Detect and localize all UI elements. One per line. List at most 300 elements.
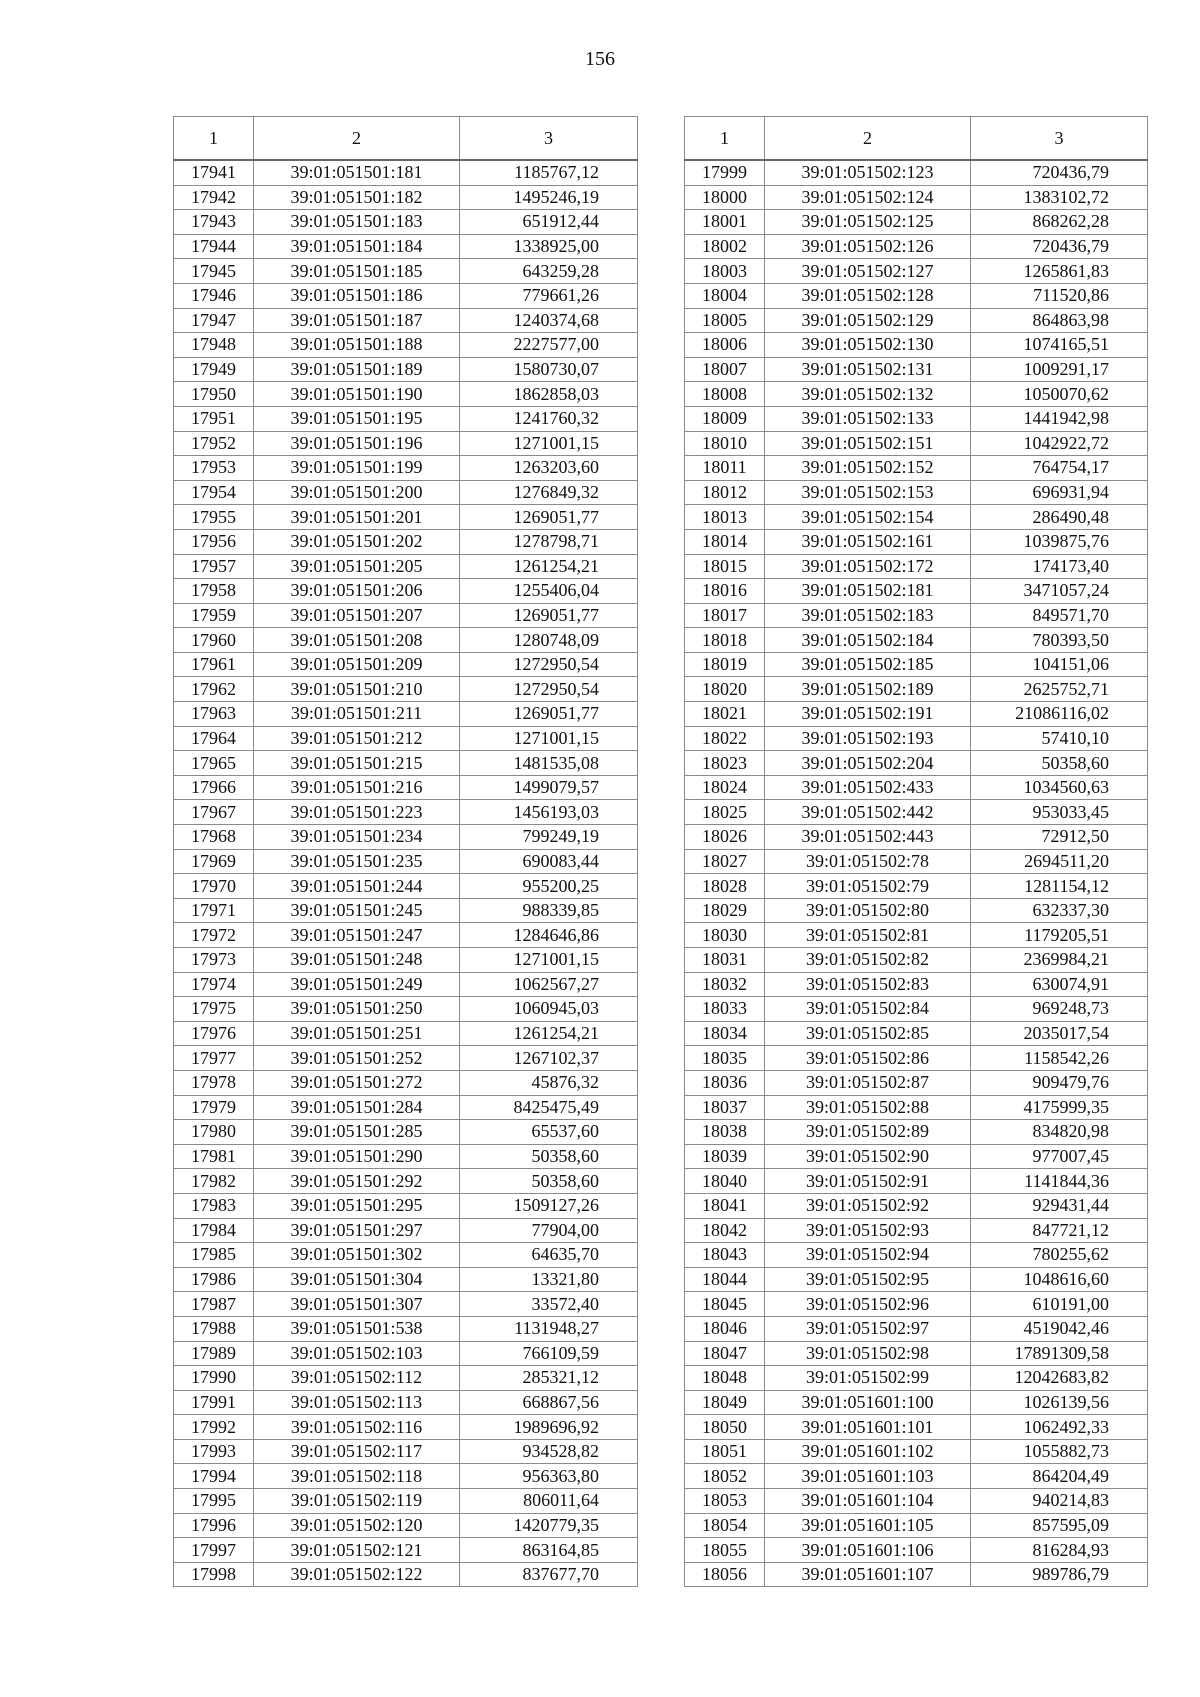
table-row [685, 997, 1148, 1022]
value-cell: 1269051,77 [460, 505, 638, 530]
cadastral-number-cell: 39:01:051502:126 [765, 234, 971, 259]
value-cell: 1255406,04 [460, 579, 638, 604]
cadastral-number-cell: 39:01:051502:184 [765, 628, 971, 653]
value-cell: 989786,79 [971, 1562, 1148, 1587]
row-number-cell: 18035 [685, 1046, 765, 1071]
value-cell: 1042922,72 [971, 431, 1148, 456]
table-row [685, 333, 1148, 358]
value-cell: 1420779,35 [460, 1513, 638, 1538]
row-number-cell: 17990 [174, 1366, 254, 1391]
cadastral-number-cell: 39:01:051601:105 [765, 1513, 971, 1538]
table-row [174, 1144, 638, 1169]
cadastral-number-cell: 39:01:051502:95 [765, 1267, 971, 1292]
value-cell: 969248,73 [971, 997, 1148, 1022]
cadastral-number-cell: 39:01:051502:92 [765, 1193, 971, 1218]
value-cell: 1499079,57 [460, 775, 638, 800]
table-row [174, 333, 638, 358]
table-row [174, 382, 638, 407]
cadastral-number-cell: 39:01:051502:84 [765, 997, 971, 1022]
value-cell: 1509127,26 [460, 1193, 638, 1218]
value-cell: 1269051,77 [460, 702, 638, 727]
table-row [174, 505, 638, 530]
cadastral-number-cell: 39:01:051502:112 [254, 1366, 460, 1391]
cadastral-number-cell: 39:01:051502:181 [765, 579, 971, 604]
cadastral-number-cell: 39:01:051501:200 [254, 480, 460, 505]
table-row [685, 849, 1148, 874]
value-cell: 668867,56 [460, 1390, 638, 1415]
value-cell: 1158542,26 [971, 1046, 1148, 1071]
table-row [685, 1144, 1148, 1169]
register-table-right [684, 116, 1148, 1587]
table-row [174, 1070, 638, 1095]
table-row [685, 825, 1148, 850]
row-number-cell: 17998 [174, 1562, 254, 1587]
table-row [685, 1415, 1148, 1440]
value-cell: 1278798,71 [460, 529, 638, 554]
row-number-cell: 17964 [174, 726, 254, 751]
row-number-cell: 18021 [685, 702, 765, 727]
value-cell: 610191,00 [971, 1292, 1148, 1317]
cadastral-number-cell: 39:01:051502:161 [765, 529, 971, 554]
row-number-cell: 17966 [174, 775, 254, 800]
table-row [174, 185, 638, 210]
value-cell: 988339,85 [460, 898, 638, 923]
table-row [685, 1562, 1148, 1587]
value-cell: 864863,98 [971, 308, 1148, 333]
value-cell: 50358,60 [460, 1144, 638, 1169]
cadastral-number-cell: 39:01:051501:250 [254, 997, 460, 1022]
row-number-cell: 17945 [174, 259, 254, 284]
cadastral-number-cell: 39:01:051501:304 [254, 1267, 460, 1292]
table-row [174, 997, 638, 1022]
row-number-cell: 17981 [174, 1144, 254, 1169]
row-number-cell: 17949 [174, 357, 254, 382]
cadastral-number-cell: 39:01:051502:124 [765, 185, 971, 210]
row-number-cell: 18048 [685, 1366, 765, 1391]
cadastral-number-cell: 39:01:051502:121 [254, 1538, 460, 1563]
value-cell: 868262,28 [971, 210, 1148, 235]
row-number-cell: 17997 [174, 1538, 254, 1563]
cadastral-number-cell: 39:01:051502:152 [765, 456, 971, 481]
row-number-cell: 18028 [685, 874, 765, 899]
value-cell: 934528,82 [460, 1439, 638, 1464]
row-number-cell: 17970 [174, 874, 254, 899]
row-number-cell: 18022 [685, 726, 765, 751]
cadastral-number-cell: 39:01:051501:247 [254, 923, 460, 948]
cadastral-number-cell: 39:01:051501:284 [254, 1095, 460, 1120]
cadastral-number-cell: 39:01:051502:125 [765, 210, 971, 235]
row-number-cell: 17943 [174, 210, 254, 235]
row-number-cell: 17993 [174, 1439, 254, 1464]
cadastral-number-cell: 39:01:051601:101 [765, 1415, 971, 1440]
cadastral-number-cell: 39:01:051501:215 [254, 751, 460, 776]
cadastral-number-cell: 39:01:051502:131 [765, 357, 971, 382]
cadastral-number-cell: 39:01:051501:212 [254, 726, 460, 751]
value-cell: 1383102,72 [971, 185, 1148, 210]
table-row [174, 702, 638, 727]
value-cell: 1131948,27 [460, 1316, 638, 1341]
table-row [685, 283, 1148, 308]
row-number-cell: 18042 [685, 1218, 765, 1243]
table-row [685, 554, 1148, 579]
value-cell: 4519042,46 [971, 1316, 1148, 1341]
table-row [174, 480, 638, 505]
table-row [685, 1464, 1148, 1489]
row-number-cell: 17957 [174, 554, 254, 579]
value-cell: 64635,70 [460, 1243, 638, 1268]
row-number-cell: 18041 [685, 1193, 765, 1218]
value-cell: 1039875,76 [971, 529, 1148, 554]
table-row [685, 603, 1148, 628]
value-cell: 45876,32 [460, 1070, 638, 1095]
value-cell: 2035017,54 [971, 1021, 1148, 1046]
row-number-cell: 18004 [685, 283, 765, 308]
value-cell: 1272950,54 [460, 652, 638, 677]
value-cell: 977007,45 [971, 1144, 1148, 1169]
value-cell: 909479,76 [971, 1070, 1148, 1095]
cadastral-number-cell: 39:01:051501:251 [254, 1021, 460, 1046]
cadastral-number-cell: 39:01:051501:185 [254, 259, 460, 284]
table-row [685, 1489, 1148, 1514]
table-row [685, 480, 1148, 505]
value-cell: 764754,17 [971, 456, 1148, 481]
cadastral-number-cell: 39:01:051502:82 [765, 948, 971, 973]
cadastral-number-cell: 39:01:051502:119 [254, 1489, 460, 1514]
table-row [174, 1538, 638, 1563]
row-number-cell: 17995 [174, 1489, 254, 1514]
table-row [685, 1218, 1148, 1243]
row-number-cell: 17987 [174, 1292, 254, 1317]
row-number-cell: 17986 [174, 1267, 254, 1292]
table-row [685, 1538, 1148, 1563]
row-number-cell: 17968 [174, 825, 254, 850]
table-row [685, 1120, 1148, 1145]
cadastral-number-cell: 39:01:051501:211 [254, 702, 460, 727]
table-row [174, 1267, 638, 1292]
cadastral-number-cell: 39:01:051502:99 [765, 1366, 971, 1391]
cadastral-number-cell: 39:01:051501:538 [254, 1316, 460, 1341]
cadastral-number-cell: 39:01:051502:443 [765, 825, 971, 850]
cadastral-number-cell: 39:01:051501:209 [254, 652, 460, 677]
cadastral-number-cell: 39:01:051502:81 [765, 923, 971, 948]
value-cell: 1456193,03 [460, 800, 638, 825]
cadastral-number-cell: 39:01:051502:153 [765, 480, 971, 505]
cadastral-number-cell: 39:01:051502:123 [765, 160, 971, 185]
table-row [685, 1292, 1148, 1317]
cadastral-number-cell: 39:01:051502:120 [254, 1513, 460, 1538]
table-row [685, 1439, 1148, 1464]
table-row [174, 1046, 638, 1071]
row-number-cell: 17973 [174, 948, 254, 973]
cadastral-number-cell: 39:01:051501:207 [254, 603, 460, 628]
cadastral-number-cell: 39:01:051501:235 [254, 849, 460, 874]
value-cell: 857595,09 [971, 1513, 1148, 1538]
table-row [174, 1562, 638, 1587]
table-row [174, 160, 638, 185]
value-cell: 4175999,35 [971, 1095, 1148, 1120]
cadastral-number-cell: 39:01:051502:183 [765, 603, 971, 628]
cadastral-number-cell: 39:01:051501:202 [254, 529, 460, 554]
cadastral-number-cell: 39:01:051502:103 [254, 1341, 460, 1366]
row-number-cell: 17941 [174, 160, 254, 185]
row-number-cell: 17980 [174, 1120, 254, 1145]
row-number-cell: 17991 [174, 1390, 254, 1415]
table-row [685, 726, 1148, 751]
row-number-cell: 18050 [685, 1415, 765, 1440]
value-cell: 2227577,00 [460, 333, 638, 358]
row-number-cell: 18029 [685, 898, 765, 923]
row-number-cell: 18038 [685, 1120, 765, 1145]
cadastral-number-cell: 39:01:051502:79 [765, 874, 971, 899]
row-number-cell: 18033 [685, 997, 765, 1022]
row-number-cell: 18007 [685, 357, 765, 382]
cadastral-number-cell: 39:01:051502:98 [765, 1341, 971, 1366]
value-cell: 50358,60 [971, 751, 1148, 776]
table-row [685, 751, 1148, 776]
value-cell: 696931,94 [971, 480, 1148, 505]
value-cell: 1481535,08 [460, 751, 638, 776]
column-header: 1 [174, 117, 254, 161]
value-cell: 780393,50 [971, 628, 1148, 653]
cadastral-number-cell: 39:01:051501:223 [254, 800, 460, 825]
value-cell: 863164,85 [460, 1538, 638, 1563]
row-number-cell: 18036 [685, 1070, 765, 1095]
cadastral-number-cell: 39:01:051502:78 [765, 849, 971, 874]
row-number-cell: 18044 [685, 1267, 765, 1292]
cadastral-number-cell: 39:01:051501:187 [254, 308, 460, 333]
value-cell: 77904,00 [460, 1218, 638, 1243]
cadastral-number-cell: 39:01:051501:196 [254, 431, 460, 456]
table-row [174, 234, 638, 259]
row-number-cell: 18011 [685, 456, 765, 481]
table-row [685, 1390, 1148, 1415]
value-cell: 1269051,77 [460, 603, 638, 628]
value-cell: 8425475,49 [460, 1095, 638, 1120]
table-row [174, 652, 638, 677]
cadastral-number-cell: 39:01:051501:181 [254, 160, 460, 185]
value-cell: 1062492,33 [971, 1415, 1148, 1440]
cadastral-number-cell: 39:01:051502:433 [765, 775, 971, 800]
cadastral-number-cell: 39:01:051601:106 [765, 1538, 971, 1563]
table-row [174, 923, 638, 948]
row-number-cell: 17974 [174, 972, 254, 997]
row-number-cell: 17969 [174, 849, 254, 874]
value-cell: 2625752,71 [971, 677, 1148, 702]
row-number-cell: 18024 [685, 775, 765, 800]
cadastral-number-cell: 39:01:051502:80 [765, 898, 971, 923]
row-number-cell: 18030 [685, 923, 765, 948]
row-number-cell: 17960 [174, 628, 254, 653]
row-number-cell: 17959 [174, 603, 254, 628]
cadastral-number-cell: 39:01:051501:210 [254, 677, 460, 702]
cadastral-number-cell: 39:01:051502:189 [765, 677, 971, 702]
row-number-cell: 17992 [174, 1415, 254, 1440]
cadastral-number-cell: 39:01:051501:249 [254, 972, 460, 997]
value-cell: 17891309,58 [971, 1341, 1148, 1366]
value-cell: 711520,86 [971, 283, 1148, 308]
row-number-cell: 17948 [174, 333, 254, 358]
row-number-cell: 18039 [685, 1144, 765, 1169]
cadastral-number-cell: 39:01:051501:285 [254, 1120, 460, 1145]
cadastral-number-cell: 39:01:051501:216 [254, 775, 460, 800]
column-header: 3 [460, 117, 638, 161]
row-number-cell: 17953 [174, 456, 254, 481]
cadastral-number-cell: 39:01:051501:190 [254, 382, 460, 407]
row-number-cell: 17965 [174, 751, 254, 776]
cadastral-number-cell: 39:01:051502:96 [765, 1292, 971, 1317]
column-header: 1 [685, 117, 765, 161]
value-cell: 1495246,19 [460, 185, 638, 210]
cadastral-number-cell: 39:01:051502:185 [765, 652, 971, 677]
cadastral-number-cell: 39:01:051501:290 [254, 1144, 460, 1169]
value-cell: 1055882,73 [971, 1439, 1148, 1464]
table-row [685, 1341, 1148, 1366]
table-row [174, 1439, 638, 1464]
cadastral-number-cell: 39:01:051501:297 [254, 1218, 460, 1243]
table-row [174, 874, 638, 899]
row-number-cell: 18014 [685, 529, 765, 554]
value-cell: 1179205,51 [971, 923, 1148, 948]
value-cell: 1050070,62 [971, 382, 1148, 407]
cadastral-number-cell: 39:01:051601:102 [765, 1439, 971, 1464]
row-number-cell: 18032 [685, 972, 765, 997]
table-row [685, 1046, 1148, 1071]
row-number-cell: 17976 [174, 1021, 254, 1046]
column-header: 2 [765, 117, 971, 161]
value-cell: 1048616,60 [971, 1267, 1148, 1292]
table-row [685, 1193, 1148, 1218]
table-row [174, 1243, 638, 1268]
value-cell: 837677,70 [460, 1562, 638, 1587]
value-cell: 50358,60 [460, 1169, 638, 1194]
table-row [685, 529, 1148, 554]
cadastral-number-cell: 39:01:051601:103 [765, 1464, 971, 1489]
value-cell: 1267102,37 [460, 1046, 638, 1071]
row-number-cell: 18003 [685, 259, 765, 284]
table-row [174, 1415, 638, 1440]
column-header: 2 [254, 117, 460, 161]
value-cell: 849571,70 [971, 603, 1148, 628]
table-row [174, 1193, 638, 1218]
cadastral-number-cell: 39:01:051501:183 [254, 210, 460, 235]
value-cell: 285321,12 [460, 1366, 638, 1391]
row-number-cell: 17962 [174, 677, 254, 702]
row-number-cell: 18056 [685, 1562, 765, 1587]
table-row [174, 1120, 638, 1145]
table-row [174, 1513, 638, 1538]
table-row [685, 1316, 1148, 1341]
row-number-cell: 18019 [685, 652, 765, 677]
row-number-cell: 17983 [174, 1193, 254, 1218]
cadastral-number-cell: 39:01:051502:88 [765, 1095, 971, 1120]
row-number-cell: 17978 [174, 1070, 254, 1095]
table-row [685, 160, 1148, 185]
row-number-cell: 17989 [174, 1341, 254, 1366]
value-cell: 1026139,56 [971, 1390, 1148, 1415]
table-row [174, 308, 638, 333]
cadastral-number-cell: 39:01:051502:118 [254, 1464, 460, 1489]
row-number-cell: 18020 [685, 677, 765, 702]
row-number-cell: 18047 [685, 1341, 765, 1366]
register-table-left [173, 116, 638, 1587]
cadastral-number-cell: 39:01:051502:93 [765, 1218, 971, 1243]
table-row [174, 972, 638, 997]
row-number-cell: 17982 [174, 1169, 254, 1194]
value-cell: 955200,25 [460, 874, 638, 899]
value-cell: 1862858,03 [460, 382, 638, 407]
cadastral-number-cell: 39:01:051501:188 [254, 333, 460, 358]
cadastral-number-cell: 39:01:051502:133 [765, 406, 971, 431]
value-cell: 1009291,17 [971, 357, 1148, 382]
row-number-cell: 17951 [174, 406, 254, 431]
value-cell: 806011,64 [460, 1489, 638, 1514]
cadastral-number-cell: 39:01:051502:113 [254, 1390, 460, 1415]
table-row [685, 1513, 1148, 1538]
cadastral-number-cell: 39:01:051502:442 [765, 800, 971, 825]
header-row [685, 117, 1148, 161]
value-cell: 940214,83 [971, 1489, 1148, 1514]
table-row [685, 234, 1148, 259]
table-row [685, 1095, 1148, 1120]
table-row [685, 185, 1148, 210]
row-number-cell: 18049 [685, 1390, 765, 1415]
cadastral-number-cell: 39:01:051501:248 [254, 948, 460, 973]
value-cell: 956363,80 [460, 1464, 638, 1489]
table-row [685, 259, 1148, 284]
cadastral-number-cell: 39:01:051502:89 [765, 1120, 971, 1145]
row-number-cell: 17958 [174, 579, 254, 604]
table-row [174, 1218, 638, 1243]
value-cell: 834820,98 [971, 1120, 1148, 1145]
value-cell: 1062567,27 [460, 972, 638, 997]
value-cell: 690083,44 [460, 849, 638, 874]
table-row [685, 800, 1148, 825]
cadastral-number-cell: 39:01:051501:201 [254, 505, 460, 530]
page-number: 156 [585, 48, 615, 70]
row-number-cell: 18034 [685, 1021, 765, 1046]
row-number-cell: 18006 [685, 333, 765, 358]
table-row [174, 775, 638, 800]
row-number-cell: 18013 [685, 505, 765, 530]
table-row [685, 308, 1148, 333]
row-number-cell: 17954 [174, 480, 254, 505]
row-number-cell: 18054 [685, 1513, 765, 1538]
row-number-cell: 18012 [685, 480, 765, 505]
cadastral-number-cell: 39:01:051502:117 [254, 1439, 460, 1464]
row-number-cell: 18002 [685, 234, 765, 259]
table-row [685, 677, 1148, 702]
cadastral-number-cell: 39:01:051501:245 [254, 898, 460, 923]
cadastral-number-cell: 39:01:051501:195 [254, 406, 460, 431]
row-number-cell: 18027 [685, 849, 765, 874]
table-row [174, 1169, 638, 1194]
row-number-cell: 18015 [685, 554, 765, 579]
cadastral-number-cell: 39:01:051502:122 [254, 1562, 460, 1587]
row-number-cell: 18001 [685, 210, 765, 235]
value-cell: 816284,93 [971, 1538, 1148, 1563]
cadastral-number-cell: 39:01:051501:199 [254, 456, 460, 481]
cadastral-number-cell: 39:01:051501:208 [254, 628, 460, 653]
table-row [685, 628, 1148, 653]
table-row [174, 1316, 638, 1341]
cadastral-number-cell: 39:01:051502:87 [765, 1070, 971, 1095]
row-number-cell: 18055 [685, 1538, 765, 1563]
table-row [685, 456, 1148, 481]
value-cell: 1261254,21 [460, 554, 638, 579]
cadastral-number-cell: 39:01:051501:186 [254, 283, 460, 308]
value-cell: 1271001,15 [460, 431, 638, 456]
value-cell: 630074,91 [971, 972, 1148, 997]
